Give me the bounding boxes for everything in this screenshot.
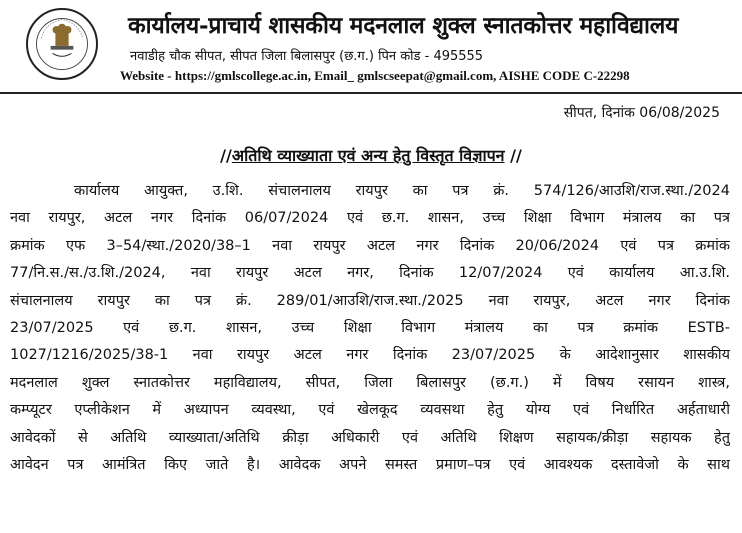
body-line: आवेदन पत्र आमंत्रित किए जाते है। आवेदक अपने समस्त प्रमाण–पत्र एवं आवश्यक दस्तावेजो के साथ bbox=[10, 456, 730, 473]
college-name: कार्यालय-प्राचार्य शासकीय मदनलाल शुक्ल स्नातकोत्तर महाविद्यालय bbox=[128, 12, 679, 39]
body-line: क्रमांक एफ 3–54/स्था./2020/38–1 नवा रायपुर अटल नगर दिनांक 20/06/2024 एवं पत्र क्रमांक bbox=[10, 237, 730, 254]
body-line: कम्प्यूटर एप्लीकेशन में अध्यापन व्यवस्था, एवं खेलकूद व्यवसथा हेतु योग्य एवं निर्धारित अर्हताधारी bbox=[10, 402, 730, 419]
body-line: संचालनालय रायपुर का पत्र क्रं. 289/01/आउशि/राज.स्था./2025 नवा रायपुर, अटल नगर दिनांक bbox=[10, 292, 730, 309]
body-line: 23/07/2025 एवं छ.ग. शासन, उच्च शिक्षा विभाग मंत्रालय का पत्र क्रमांक ESTB- bbox=[10, 319, 730, 336]
notice-title bbox=[0, 144, 742, 166]
college-address: नवाडीह चौक सीपत, सीपत जिला बिलासपुर (छ.ग.) पिन कोड - 495555 bbox=[130, 49, 484, 64]
notice-title-suffix: // bbox=[510, 146, 522, 165]
college-contact-line: Website - https://gmlscollege.ac.in, Email_ gmlscseepat@gmail.com, AISHE CODE C-22298 bbox=[120, 68, 630, 83]
letter-date: सीपत, दिनांक 06/08/2025 bbox=[563, 105, 720, 121]
header-divider bbox=[0, 92, 742, 94]
notice-title-text: अतिथि व्याख्याता एवं अन्य हेतु विस्तृत विज्ञापन bbox=[231, 146, 505, 165]
college-emblem-icon bbox=[28, 10, 96, 78]
college-logo bbox=[26, 8, 98, 80]
body-line: 1027/1216/2025/38-1 नवा रायपुर अटल नगर दिनांक 23/07/2025 के आदेशानुसार शासकीय bbox=[10, 347, 730, 364]
body-line: कार्यालय आयुक्त, उ.शि. संचालनालय रायपुर का पत्र क्रं. 574/126/आउशि/राज.स्था./2024 bbox=[74, 183, 730, 199]
body-line: आवेदकों से अतिथि व्याख्याता/अतिथि क्रीड़ा अधिकारी एवं अतिथि शिक्षण सहायक/क्रीड़ा सहायक हेतु bbox=[10, 429, 730, 446]
notice-title-prefix: // bbox=[220, 146, 232, 165]
body-line: 77/नि.स./स./उ.शि./2024, नवा रायपुर अटल नगर, दिनांक 12/07/2024 एवं कार्यालय आ.उ.शि. bbox=[10, 265, 730, 282]
body-line: नवा रायपुर, अटल नगर दिनांक 06/07/2024 एवं छ.ग. शासन, उच्च शिक्षा विभाग मंत्रालय का पत्र bbox=[10, 210, 730, 227]
body-line: मदनलाल शुक्ल स्नातकोत्तर महाविद्यालय, सीपत, जिला बिलासपुर (छ.ग.) में विषय रसायन शास्त्र, bbox=[10, 374, 730, 391]
notice-body bbox=[10, 178, 730, 479]
